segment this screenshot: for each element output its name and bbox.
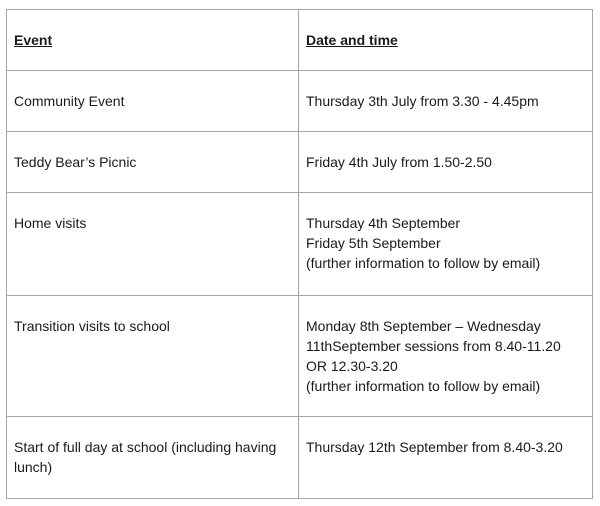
table-row	[7, 417, 593, 499]
event-cell: Transition visits to school	[7, 296, 299, 417]
events-schedule-table	[6, 9, 593, 499]
date-line: Friday 4th July from 1.50-2.50	[306, 154, 492, 170]
date-line: 11thSeptember sessions from 8.40-11.20	[306, 338, 561, 354]
event-cell: Teddy Bear’s Picnic	[7, 132, 299, 193]
date-time-cell	[299, 296, 593, 417]
event-column-header: Event	[7, 10, 299, 71]
date-time-column-header: Date and time	[299, 10, 593, 71]
date-time-cell	[299, 132, 593, 193]
date-line: Thursday 12th September from 8.40-3.20	[306, 439, 563, 455]
date-line: (further information to follow by email)	[306, 378, 541, 394]
event-cell: Home visits	[7, 193, 299, 296]
date-time-cell	[299, 71, 593, 132]
table-header-row	[7, 10, 593, 71]
date-line: Monday 8th September – Wednesday	[306, 318, 541, 334]
event-cell: Community Event	[7, 71, 299, 132]
date-line: Thursday 4th September	[306, 215, 461, 231]
table-row	[7, 193, 593, 296]
table-row	[7, 71, 593, 132]
event-cell	[7, 417, 299, 499]
date-time-cell	[299, 193, 593, 296]
date-time-cell	[299, 417, 593, 499]
date-line: Thursday 3th July from 3.30 - 4.45pm	[306, 93, 539, 109]
date-line: (further information to follow by email)	[306, 255, 541, 271]
event-text: Start of full day at school (including having lunch)	[14, 439, 277, 475]
table-row	[7, 296, 593, 417]
table-row	[7, 132, 593, 193]
date-line: Friday 5th September	[306, 235, 441, 251]
date-line: OR 12.30-3.20	[306, 358, 398, 374]
